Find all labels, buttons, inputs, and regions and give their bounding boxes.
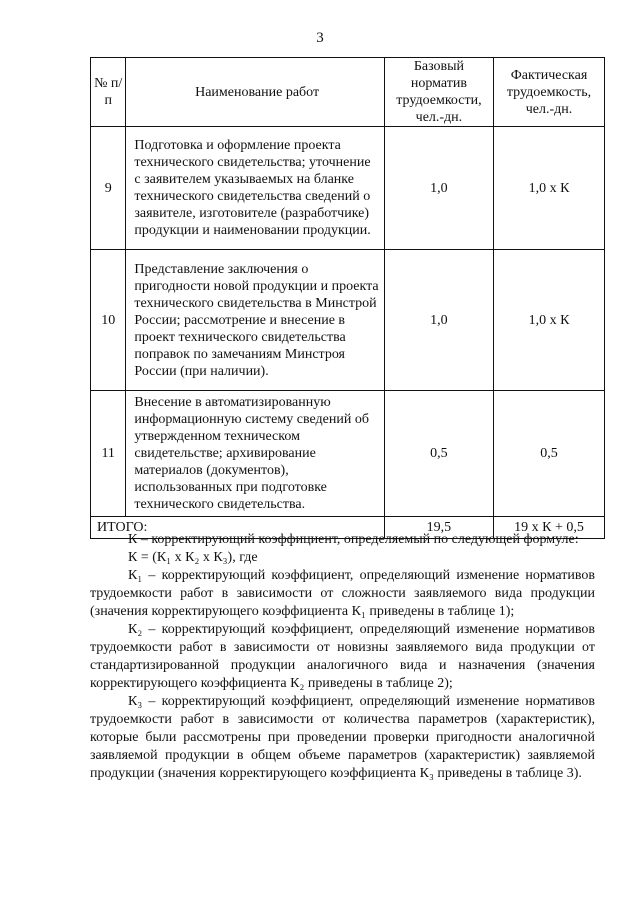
table-header-row [91, 58, 605, 127]
total-label: ИТОГО: [91, 517, 385, 539]
header-fact: Фактическая трудоемкость, чел.-дн. [494, 58, 605, 127]
row-fact: 1,0 х К [494, 127, 605, 250]
paragraph-k1: К₁ – корректирующий коэффициент, определяющий изменение нормативов трудоемкости работ в зависимости от сложности заявляемого вида продукции (значения корректирующего коэффициента К₁ приведены в таблице 1); [90, 568, 595, 619]
total-fact: 19 х К + 0,5 [494, 517, 605, 539]
total-base: 19,5 [384, 517, 493, 539]
header-name: Наименование работ [126, 58, 384, 127]
body-text [90, 531, 595, 783]
paragraph-formula: К = (К₁ х К₂ х К₃), где [128, 550, 258, 565]
row-base: 1,0 [384, 250, 493, 391]
labor-norms-table [90, 57, 605, 539]
paragraph-k-definition: К – корректирующий коэффициент, определяемый по следующей формуле: [128, 532, 579, 547]
table-row [91, 250, 605, 391]
header-num: № п/п [91, 58, 126, 127]
row-num: 9 [91, 127, 126, 250]
row-num: 10 [91, 250, 126, 391]
row-base: 0,5 [384, 391, 493, 517]
row-fact: 1,0 х К [494, 250, 605, 391]
row-name: Представление заключения о пригодности новой продукции и проекта технического свидетельства в Минстрой России; рассмотрение и внесение в проект технического свидетельства поправок по замечаниям Минстроя России (при наличии). [126, 250, 384, 391]
page-number: 3 [316, 30, 324, 46]
header-base: Базовый норматив трудоемкости, чел.-дн. [384, 58, 493, 127]
row-fact: 0,5 [494, 391, 605, 517]
table-row [91, 127, 605, 250]
row-name: Подготовка и оформление проекта технического свидетельства; уточнение с заявителем указываемых на бланке технического свидетельства сведений о заявителе, изготовителе (разработчике) продукции и наименовании продукции. [126, 127, 384, 250]
paragraph-k3: К₃ – корректирующий коэффициент, определяющий изменение нормативов трудоемкости работ в зависимости от количества параметров (характеристик), которые были рассмотрены при проведении проверки пригодности аналогичной заявляемой продукции в общем объеме параметров (характеристик) заявляемой продукции (значения корректирующего коэффициента К₃ приведены в таблице 3). [90, 694, 595, 781]
row-base: 1,0 [384, 127, 493, 250]
table-row [91, 391, 605, 517]
paragraph-k2: К₂ – корректирующий коэффициент, определяющий изменение нормативов трудоемкости работ в зависимости от новизны заявляемого вида продукции от стандартизированной продукции аналогичного вида и назначения (значения корректирующего коэффициента К₂ приведены в таблице 2); [90, 622, 595, 691]
row-name: Внесение в автоматизированную информационную систему сведений об утвержденном техническом свидетельстве; архивирование материалов (документов), использованных при подготовке технического свидетельства. [126, 391, 384, 517]
row-num: 11 [91, 391, 126, 517]
